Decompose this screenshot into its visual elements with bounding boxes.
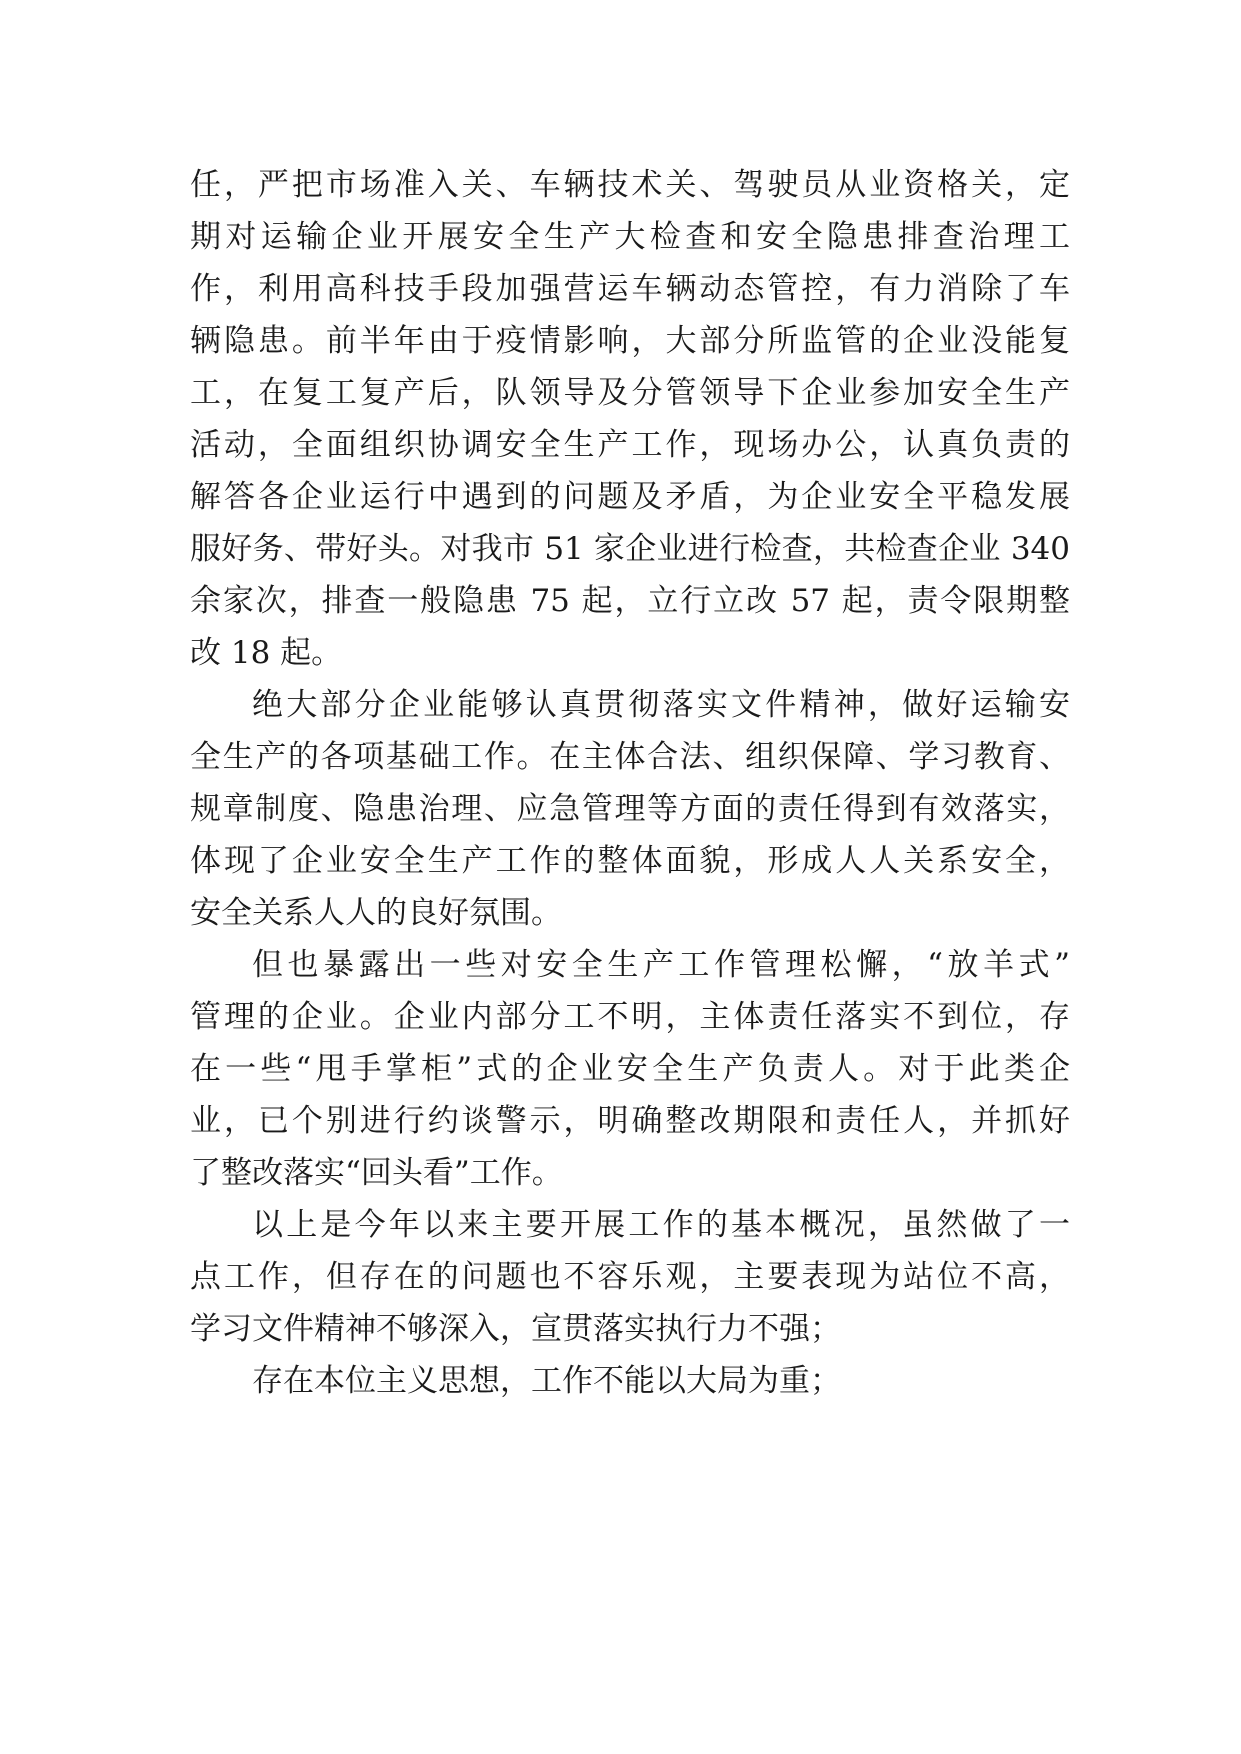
- text-line: 余家次，排查一般隐患 75 起，立行立改 57 起，责令限期整: [190, 583, 1070, 619]
- text-line: 任，严把市场准入关、车辆技术关、驾驶员从业资格关，定: [190, 167, 1070, 203]
- text-line: 活动，全面组织协调安全生产工作，现场办公，认真负责的: [190, 427, 1070, 463]
- paragraph-first-line: 但也暴露出一些对安全生产工作管理松懈，“放羊式”: [252, 947, 1070, 983]
- paragraph-first-line: 存在本位主义思想，工作不能以大局为重；: [252, 1363, 841, 1399]
- text-line: 作，利用高科技手段加强营运车辆动态管控，有力消除了车: [190, 271, 1070, 307]
- paragraph-first-line: 绝大部分企业能够认真贯彻落实文件精神，做好运输安: [252, 687, 1070, 723]
- text-line: 改 18 起。: [190, 635, 343, 671]
- paragraph-first-line: 以上是今年以来主要开展工作的基本概况，虽然做了一: [252, 1207, 1070, 1243]
- text-line: 在一些“甩手掌柜”式的企业安全生产负责人。对于此类企: [190, 1051, 1070, 1087]
- text-line: 业，已个别进行约谈警示，明确整改期限和责任人，并抓好: [190, 1103, 1070, 1139]
- text-line: 全生产的各项基础工作。在主体合法、组织保障、学习教育、: [190, 739, 1070, 775]
- text-line: 辆隐患。前半年由于疫情影响，大部分所监管的企业没能复: [190, 323, 1070, 359]
- text-line: 安全关系人人的良好氛围。: [190, 895, 562, 931]
- text-line: 了整改落实“回头看”工作。: [190, 1155, 563, 1191]
- text-line: 工，在复工复产后，队领导及分管领导下企业参加安全生产: [190, 375, 1070, 411]
- text-line: 规章制度、隐患治理、应急管理等方面的责任得到有效落实，: [190, 791, 1070, 827]
- text-line: 服好务、带好头。对我市 51 家企业进行检查，共检查企业 340: [190, 531, 1070, 567]
- text-line: 点工作，但存在的问题也不容乐观，主要表现为站位不高，: [190, 1259, 1070, 1295]
- text-line: 解答各企业运行中遇到的问题及矛盾，为企业安全平稳发展: [190, 479, 1070, 515]
- text-line: 学习文件精神不够深入，宣贯落实执行力不强；: [190, 1311, 841, 1347]
- text-line: 期对运输企业开展安全生产大检查和安全隐患排查治理工: [190, 219, 1070, 255]
- text-line: 体现了企业安全生产工作的整体面貌，形成人人关系安全，: [190, 843, 1070, 879]
- text-line: 管理的企业。企业内部分工不明，主体责任落实不到位，存: [190, 999, 1070, 1035]
